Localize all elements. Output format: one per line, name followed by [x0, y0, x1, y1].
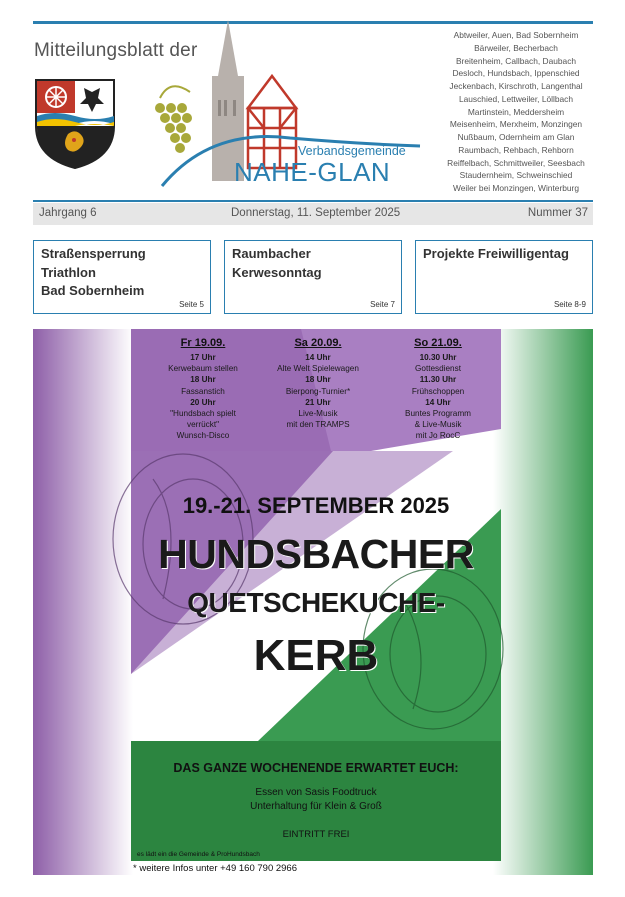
municipality-line: Desloch, Hundsbach, Ippenschied [452, 68, 580, 79]
municipality-line: Breitenheim, Callbach, Daubach [455, 55, 577, 66]
event-text: mit Jo RocC [415, 431, 461, 441]
event-text: "Hundsbach spielt [170, 409, 236, 419]
event-text: Gottesdienst [415, 364, 461, 374]
program-day-fr [143, 337, 263, 442]
program-day-so [378, 337, 498, 442]
footnote-info: * weitere Infos unter +49 160 790 2966 [133, 863, 297, 874]
event-text: Wunsch-Disco [176, 431, 230, 441]
teaser-box-freiwilligentag[interactable] [415, 240, 593, 314]
municipality-line: Weiler bei Monzingen, Winterburg [453, 183, 579, 193]
invite-line: es lädt ein die Gemeinde & ProHundsbach [137, 851, 260, 858]
municipality-line: Martinstein, Meddersheim [467, 106, 565, 117]
logo-text-verbandsgemeinde: Verbandsgemeinde [298, 144, 406, 158]
logo-text-nahe-glan: NAHE-GLAN [234, 157, 391, 187]
issue-info-bar [33, 203, 593, 225]
event-time: 18 Uhr [190, 375, 216, 385]
header-bottom-rule [33, 200, 593, 202]
event-text: Kerwebaum stellen [168, 364, 238, 374]
municipality-line: Reiffelbach, Schmittweiler, Seesbach [447, 157, 585, 168]
teaser-title-line: Triathlon [41, 264, 96, 280]
event-time: 10.30 Uhr [419, 353, 457, 362]
event-text: Bierpong-Turnier* [285, 386, 351, 396]
teaser-title-line: Bad Sobernheim [41, 283, 145, 298]
teaser-page-ref: Seite 8-9 [553, 300, 586, 309]
event-text: Fassanstich [181, 386, 225, 396]
coat-of-arms-icon [34, 78, 116, 170]
offer-entertainment: Unterhaltung für Klein & Groß [250, 801, 382, 812]
kerb-poster [33, 329, 593, 875]
offer-foodtruck: Essen von Sasis Foodtruck [255, 787, 377, 798]
issue-number: Nummer 37 [527, 207, 588, 219]
weekend-heading: DAS GANZE WOCHENENDE ERWARTET EUCH: [173, 761, 459, 775]
teaser-title-line: Projekte Freiwilligentag [423, 246, 569, 261]
teaser-title-line: Raumbacher [232, 246, 311, 261]
event-time: 20 Uhr [190, 397, 216, 407]
municipality-line: Nußbaum, Odernheim am Glan [457, 132, 575, 142]
event-text: Alte Welt Spielewagen [277, 364, 359, 374]
issue-date: Donnerstag, 11. September 2025 [231, 207, 401, 219]
event-time: 21 Uhr [305, 397, 331, 407]
event-text: Buntes Programm [405, 409, 471, 419]
teaser-title-line: Straßensperrung [41, 246, 146, 261]
event-text: Live-Musik [298, 409, 338, 419]
event-dates: 19.-21. SEPTEMBER 2025 [182, 493, 450, 518]
volume-label: Jahrgang 6 [39, 207, 97, 219]
event-time: 17 Uhr [190, 353, 216, 362]
event-time: 11.30 Uhr [419, 375, 457, 385]
teaser-page-ref: Seite 7 [370, 300, 395, 309]
headline-quetschekuche: QUETSCHEKUCHE- [187, 587, 445, 618]
entry-free: EINTRITT FREI [282, 829, 350, 840]
event-text: Frühschoppen [411, 386, 465, 396]
headline-hundsbacher: HUNDSBACHER [158, 531, 474, 577]
municipality-line: Abtweiler, Auen, Bad Sobernheim [453, 30, 579, 40]
municipality-line: Bärweiler, Becherbach [474, 42, 558, 53]
member-municipalities-list [440, 29, 592, 195]
event-time: 14 Uhr [305, 353, 331, 362]
teaser-page-ref: Seite 5 [179, 300, 204, 309]
event-text: verrückt" [186, 420, 220, 430]
municipality-line: Staudernheim, Schweinschied [459, 170, 573, 181]
municipality-line: Jeckenbach, Kirschroth, Langenthal [449, 81, 583, 91]
municipality-line: Lauschied, Lettweiler, Löllbach [458, 93, 574, 104]
teaser-title-line: Kerwesonntag [232, 264, 322, 280]
day-title: So 21.09. [414, 337, 462, 349]
teaser-box-triathlon[interactable] [33, 240, 211, 314]
program-day-sa [253, 337, 383, 430]
event-time: 14 Uhr [425, 397, 451, 407]
event-text: & Live-Musik [414, 420, 462, 430]
newsletter-title: Mitteilungsblatt der [34, 40, 198, 61]
event-text: mit den TRAMPS [286, 420, 350, 430]
day-title: Sa 20.09. [294, 337, 342, 349]
headline-kerb: KERB [253, 631, 379, 680]
municipality-line: Raumbach, Rehbach, Rehborn [458, 144, 574, 155]
municipality-line: Meisenheim, Merxheim, Monzingen [449, 119, 583, 130]
event-time: 18 Uhr [305, 375, 331, 385]
day-title: Fr 19.09. [180, 337, 226, 349]
teaser-box-raumbach[interactable] [224, 240, 402, 314]
